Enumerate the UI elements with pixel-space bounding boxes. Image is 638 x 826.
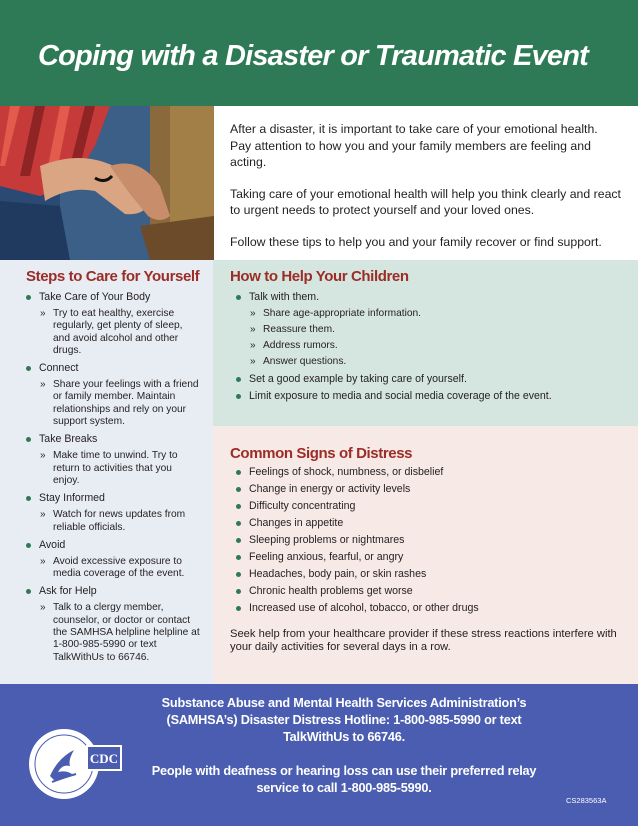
relay-text: People with deafness or hearing loss can use their preferred relay service to call 1-800-985-5990. — [151, 764, 537, 795]
page-title: Coping with a Disaster or Traumatic Event — [38, 40, 589, 72]
list-item-label: Talk with them. — [249, 291, 320, 303]
distress-list — [234, 466, 624, 619]
self-care-section — [0, 260, 213, 684]
footer-banner — [0, 684, 638, 826]
list-item: Headaches, body pain, or skin rashes — [234, 568, 624, 581]
list-item: Limit exposure to media and social media coverage of the event. — [234, 390, 624, 403]
sub-item: » Talk to a clergy member, counselor, or doctor or contact the SAMHSA helpline helpline at 1-800-985-5990 or text TalkWithUs to 66746. — [39, 602, 200, 663]
list-item-label: Ask for Help — [39, 585, 97, 598]
list-item: Increased use of alcohol, tobacco, or other drugs — [234, 602, 624, 615]
intro-text — [230, 121, 622, 265]
list-item — [24, 539, 200, 581]
sub-item: » Share your feelings with a friend or family member. Maintain relationships and rely on your support system. — [39, 379, 200, 428]
hands-photo-illustration — [0, 106, 214, 260]
list-item: Feeling anxious, fearful, or angry — [234, 551, 624, 564]
intro-paragraph: Follow these tips to help you and your family recover or find support. — [230, 234, 602, 249]
list-item — [24, 362, 200, 428]
list-item — [24, 492, 200, 534]
intro-paragraph: After a disaster, it is important to take care of your emotional health. Pay attention to how you and your family members are feeling and acting. — [230, 122, 598, 169]
sub-item: » Watch for news updates from reliable officials. — [39, 509, 200, 534]
sub-item: » Try to eat healthy, exercise regularly, get plenty of sleep, and avoid alcohol and other drugs. — [39, 308, 200, 357]
distress-section — [213, 426, 638, 684]
sub-item: » Reassure them. — [249, 324, 624, 336]
list-item-label: Take Care of Your Body — [39, 291, 151, 303]
list-item: Set a good example by taking care of yourself. — [234, 373, 624, 386]
list-item — [24, 433, 200, 487]
cdc-logo-text: CDC — [89, 751, 119, 766]
children-list — [234, 291, 624, 407]
sub-item: » Address rumors. — [249, 340, 624, 352]
list-item-label: Take Breaks — [39, 433, 98, 446]
self-care-heading: Steps to Care for Yourself — [26, 268, 200, 285]
list-item-label: Stay Informed — [39, 492, 105, 505]
self-care-list — [24, 291, 200, 669]
distress-heading: Common Signs of Distress — [230, 445, 413, 462]
children-section — [213, 260, 638, 426]
document-code: CS283563A — [566, 796, 607, 805]
list-item-label: Connect — [39, 362, 79, 375]
list-item: Changes in appetite — [234, 517, 624, 530]
sub-item: » Make time to unwind. Try to return to activities that you enjoy. — [39, 450, 200, 487]
sub-item: » Share age-appropriate information. — [249, 308, 624, 320]
intro-paragraph: Taking care of your emotional health will help you think clearly and react to urgent needs to protect yourself and your loved ones. — [230, 186, 621, 217]
list-item: Change in energy or activity levels — [234, 483, 624, 496]
list-item: Chronic health problems get worse — [234, 585, 624, 598]
list-item: Feelings of shock, numbness, or disbelief — [234, 466, 624, 479]
list-item-label: Avoid — [39, 538, 66, 551]
list-item — [24, 585, 200, 663]
hotline-text: Substance Abuse and Mental Health Services Administration’s (SAMHSA’s) Disaster Distress Hotline: 1-800-985-5990 or text TalkWithUs to 66746. — [161, 696, 527, 744]
list-item — [24, 291, 200, 357]
sub-item: » Avoid excessive exposure to media coverage of the event. — [39, 556, 200, 581]
list-item: Difficulty concentrating — [234, 500, 624, 513]
cdc-logo-icon — [86, 745, 122, 771]
title-banner — [0, 0, 638, 106]
children-heading: How to Help Your Children — [230, 268, 409, 285]
list-item — [234, 291, 624, 369]
seek-help-note: Seek help from your healthcare provider if these stress reactions interfere with your daily activities for several days in a row. — [230, 628, 617, 653]
list-item: Sleeping problems or nightmares — [234, 534, 624, 547]
hands-photo — [0, 106, 214, 260]
sub-item: » Answer questions. — [249, 356, 624, 368]
